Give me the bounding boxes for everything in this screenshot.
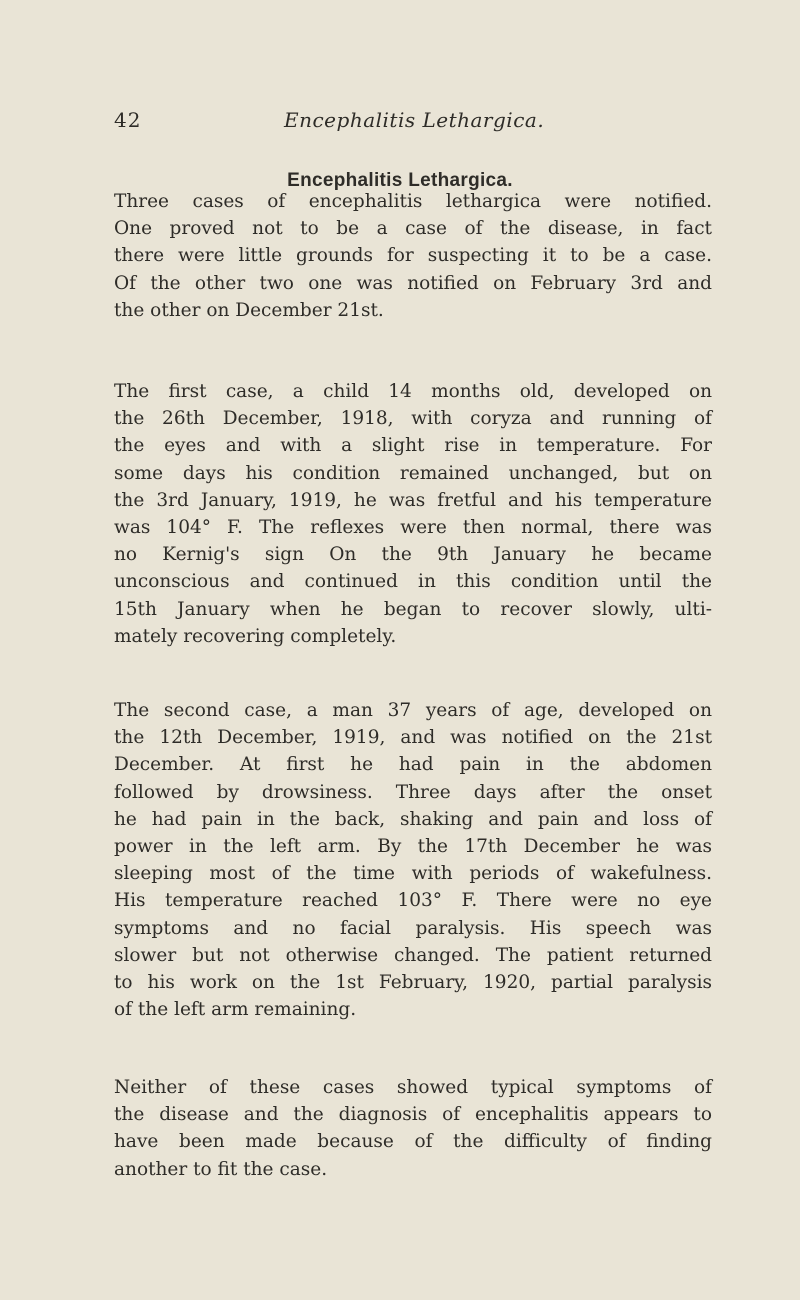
- text-line: Of the other two one was notified on February 3rd and: [114, 272, 712, 294]
- text-line: One proved not to be a case of the disease, in fact: [114, 218, 712, 240]
- text-line: 15th January when he began to recover slowly, ulti-: [114, 598, 712, 620]
- text-line: was 104° F. The reflexes were then normal, there was: [114, 517, 712, 539]
- text-line: His temperature reached 103° F. There were no eye: [114, 890, 712, 912]
- text-line: of the left arm remaining.: [114, 999, 357, 1021]
- paragraph-1: [114, 188, 712, 324]
- text-line: The first case, a child 14 months old, developed on: [114, 381, 712, 402]
- text-line: have been made because of the difficulty of finding: [114, 1131, 712, 1153]
- text-line: some days his condition remained unchanged, but on: [114, 462, 712, 484]
- text-line: the 3rd January, 1919, he was fretful and his temperature: [114, 489, 712, 511]
- text-line: The second case, a man 37 years of age, developed on: [114, 700, 712, 721]
- text-line: mately recovering completely.: [114, 625, 397, 647]
- page-number: 42: [114, 108, 142, 132]
- text-line: another to fit the case.: [114, 1158, 328, 1180]
- text-line: slower but not otherwise changed. The patient returned: [114, 944, 712, 966]
- paragraph-3: [114, 697, 712, 1023]
- text-line: Three cases of encephalitis lethargica were notified.: [114, 191, 712, 212]
- text-line: no Kernig's sign On the 9th January he became: [114, 544, 712, 566]
- text-line: the eyes and with a slight rise in temperature. For: [114, 435, 712, 457]
- text-line: sleeping most of the time with periods of wakefulness.: [114, 863, 712, 885]
- text-line: the 12th December, 1919, and was notified on the 21st: [114, 727, 712, 749]
- text-line: December. At first he had pain in the abdomen: [114, 754, 712, 776]
- page-header: [114, 108, 714, 140]
- text-line: to his work on the 1st February, 1920, partial paralysis: [114, 972, 712, 994]
- text-line: Neither of these cases showed typical symptoms of: [114, 1077, 712, 1098]
- text-line: followed by drowsiness. Three days after the onset: [114, 781, 712, 803]
- text-line: symptoms and no facial paralysis. His speech was: [114, 917, 712, 939]
- text-line: the other on December 21st.: [114, 299, 384, 321]
- running-head: Encephalitis Lethargica.: [284, 108, 545, 132]
- text-line: the disease and the diagnosis of encephalitis appears to: [114, 1104, 712, 1126]
- paragraph-2: [114, 378, 712, 650]
- text-line: the 26th December, 1918, with coryza and running of: [114, 408, 712, 430]
- text-line: he had pain in the back, shaking and pain and loss of: [114, 808, 712, 830]
- text-line: power in the left arm. By the 17th December he was: [114, 836, 712, 858]
- text-line: there were little grounds for suspecting it to be a case.: [114, 245, 712, 267]
- section-title: Encephalitis Lethargica.: [287, 170, 513, 191]
- text-line: unconscious and continued in this condition until the: [114, 571, 712, 593]
- paragraph-4: [114, 1074, 712, 1183]
